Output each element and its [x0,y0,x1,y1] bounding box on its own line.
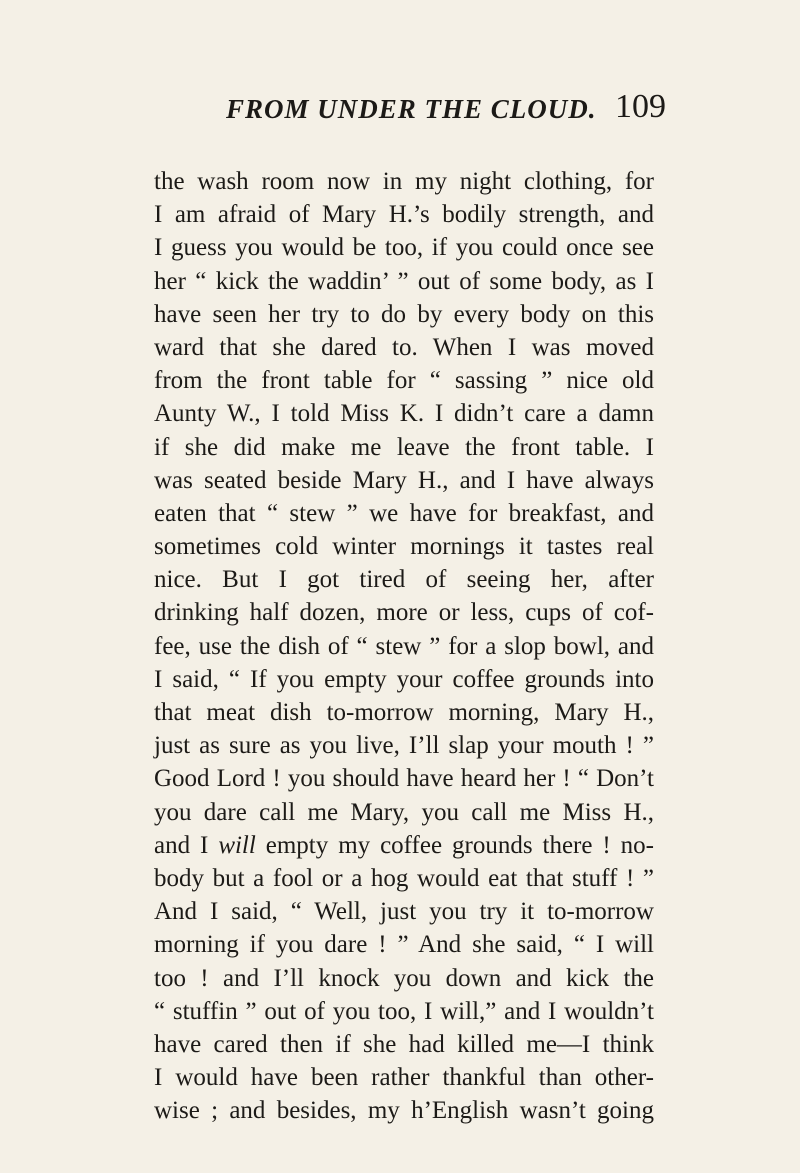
text-line: wise ; and besides, my h’English wasn’t going [154,1097,654,1125]
text-line: too ! and I’ll knock you down and kick the [154,964,654,992]
text-line: sometimes cold winter mornings it tastes real [154,533,654,561]
text-line: if she did make me leave the front table. I [154,433,654,461]
text-line: have cared then if she had killed me—I think [154,1030,654,1058]
text-line: ward that she dared to. When I was moved [154,333,654,361]
text-line: I am afraid of Mary H.’s bodily strength, and [154,201,654,229]
body-text [154,165,654,1127]
page-number: 109 [615,88,666,125]
text-line: fee, use the dish of “ stew ” for a slop bowl, and [154,632,654,660]
text-line: eaten that “ stew ” we have for breakfast, and [154,499,654,527]
text-line: Good Lord ! you should have heard her ! “ Don’t [154,765,654,793]
text-line: you dare call me Mary, you call me Miss H., [154,798,654,826]
text-line: morning if you dare ! ” And she said, “ I will [154,931,654,959]
text-line: I said, “ If you empty your coffee grounds into [154,665,654,693]
text-line: drinking half dozen, more or less, cups of cof- [154,599,654,627]
text-line: Aunty W., I told Miss K. I didn’t care a damn [154,400,654,428]
text-line: her “ kick the waddin’ ” out of some body, as I [154,267,654,295]
line-segment: and I [154,831,219,859]
text-line: And I said, “ Well, just you try it to-morrow [154,898,654,926]
line-segment: empty my coffee grounds there ! no- [255,831,655,859]
text-line: nice. But I got tired of seeing her, after [154,566,654,594]
text-line: the wash room now in my night clothing, for [154,168,654,195]
text-line: I guess you would be too, if you could once see [154,234,654,262]
running-header [226,88,666,128]
text-line: body but a fool or a hog would eat that stuff ! ” [154,864,654,892]
text-line: from the front table for “ sassing ” nice old [154,367,654,395]
text-line: was seated beside Mary H., and I have always [154,466,654,494]
text-line: have seen her try to do by every body on this [154,300,654,328]
text-line-with-emphasis [154,829,654,862]
text-line: that meat dish to-morrow morning, Mary H., [154,699,654,726]
emphasized-word: will [218,831,256,859]
text-line: “ stuffin ” out of you too, I will,” and I wouldn’t [154,997,654,1025]
running-title: FROM UNDER THE CLOUD. [226,94,597,124]
text-line: I would have been rather thankful than other- [154,1064,654,1092]
text-line: just as sure as you live, I’ll slap your mouth ! ” [154,732,654,760]
